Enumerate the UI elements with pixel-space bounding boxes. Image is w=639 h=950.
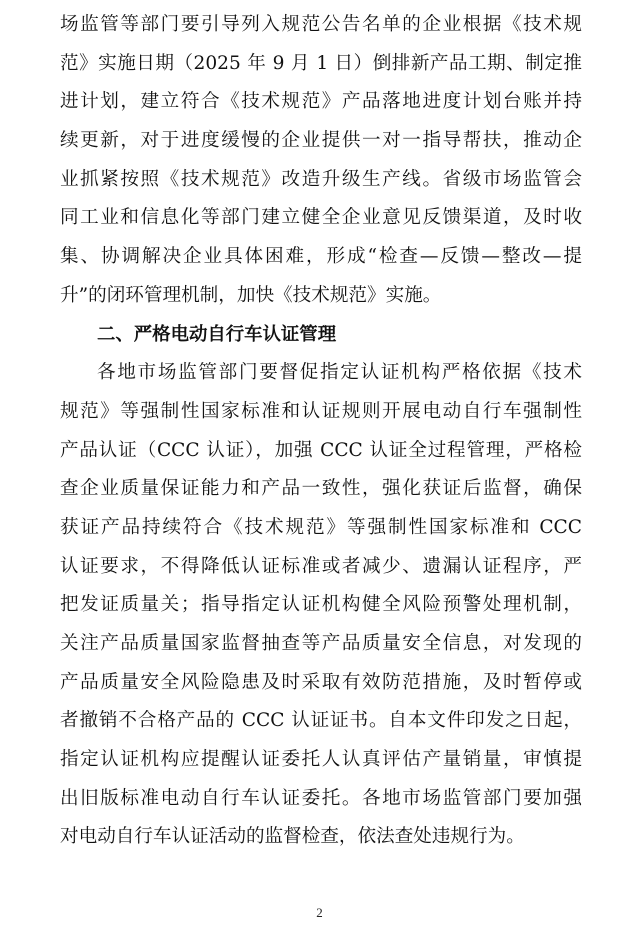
text-line: 范》实施日期（2025 年 9 月 1 日）倒排新产品工期、制定推 [60,52,582,74]
text-line: 关注产品质量国家监督抽查等产品质量安全信息，对发现的 [60,633,582,654]
text-line: 进计划，建立符合《技术规范》产品落地进度计划台账并持 [60,91,582,113]
paragraph-implementation-guidance [60,6,582,316]
text-line: 续更新，对于进度缓慢的企业提供一对一指导帮扶，推动企 [60,130,582,152]
text-line: 获证产品持续符合《技术规范》等强制性国家标准和 CCC [60,516,582,538]
section-heading: 二、严格电动自行车认证管理 [97,323,337,345]
text-line: 产品认证（CCC 认证），加强 CCC 认证全过程管理，严格检 [60,439,582,461]
text-line: 场监管等部门要引导列入规范公告名单的企业根据《技术规 [60,14,582,35]
text-line: 规范》等强制性国家标准和认证规则开展电动自行车强制性 [60,400,582,422]
text-line: 集、协调解决企业具体困难，形成“检查—反馈—整改—提 [60,246,582,268]
document-page [60,0,582,857]
text-line: 升”的闭环管理机制，加快《技术规范》实施。 [60,284,442,306]
text-line: 者撤销不合格产品的 CCC 认证证书。自本文件印发之日起， [60,710,582,732]
text-line: 各地市场监管部门要督促指定认证机构严格依据《技术 [97,362,582,384]
text-line: 把发证质量关；指导指定认证机构健全风险预警处理机制， [60,594,582,616]
page-number: 2 [316,905,323,920]
text-line: 指定认证机构应提醒认证委托人认真评估产量销量，审慎提 [60,749,582,771]
text-line: 认证要求，不得降低认证标准或者减少、遗漏认证程序，严 [60,555,582,577]
text-line: 对电动自行车认证活动的监督检查，依法查处违规行为。 [60,826,525,848]
text-line: 业抓紧按照《技术规范》改造升级生产线。省级市场监管会 [60,168,582,190]
text-line: 查企业质量保证能力和产品一致性，强化获证后监督，确保 [60,478,582,500]
text-line: 出旧版标准电动自行车认证委托。各地市场监管部门要加强 [60,787,582,809]
text-line: 产品质量安全风险隐患及时采取有效防范措施，及时暂停或 [60,671,582,693]
paragraph-certification-management [60,354,582,857]
text-line: 同工业和信息化等部门建立健全企业意见反馈渠道，及时收 [60,207,582,229]
